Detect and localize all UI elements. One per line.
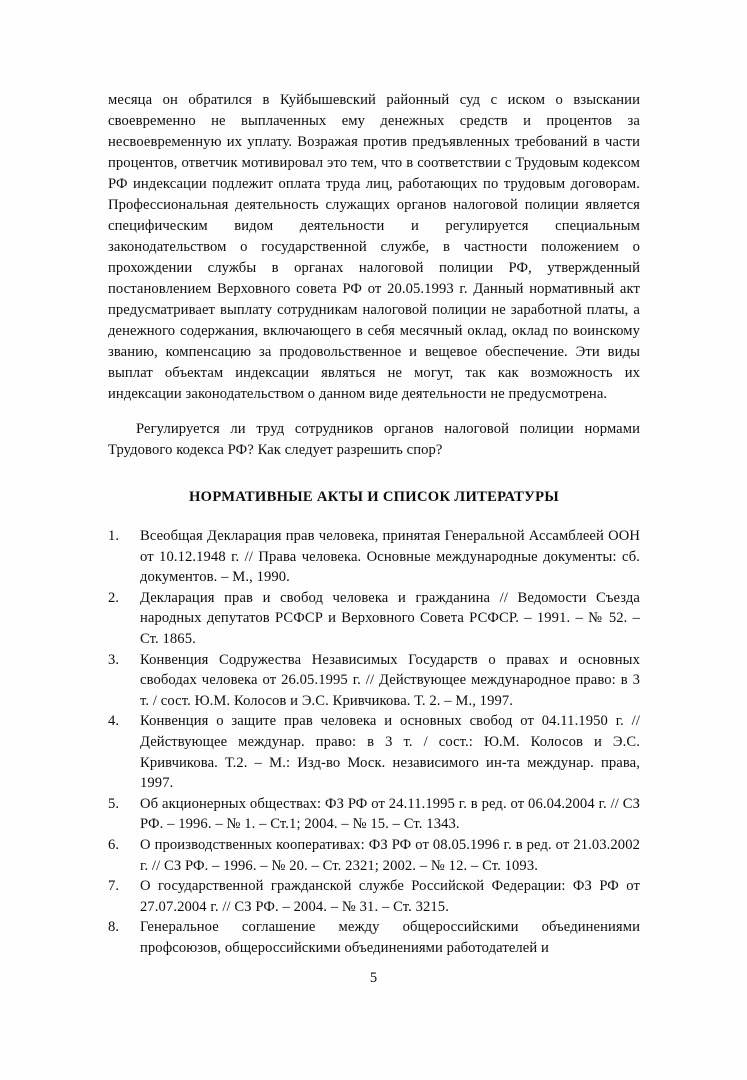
list-item-text: О производственных кооперативах: ФЗ РФ от 08.05.1996 г. в ред. от 21.03.2002 г. // СЗ РФ. – 1996. – № 20. – Ст. 2321; 2002. – № 12. – Ст. 1093. bbox=[140, 836, 640, 874]
list-item bbox=[108, 711, 640, 793]
list-item-text: Об акционерных обществах: ФЗ РФ от 24.11.1995 г. в ред. от 06.04.2004 г. // СЗ РФ. – 1996. – № 1. – Ст.1; 2004. – № 15. – Ст. 1343. bbox=[140, 795, 640, 833]
heading-spacer-top bbox=[108, 461, 640, 487]
list-item-number: 6. bbox=[108, 836, 120, 853]
list-item-number: 3. bbox=[108, 651, 120, 668]
list-item-number: 4. bbox=[108, 713, 120, 730]
list-item-text: Декларация прав и свобод человека и гражданина // Ведомости Съезда народных депутатов РСФСР и Верховного Совета РСФСР. – 1991. – № 52. – Ст. 1865. bbox=[140, 589, 640, 647]
heading-spacer-bottom bbox=[108, 508, 640, 526]
list-item bbox=[108, 526, 640, 588]
list-item-number: 1. bbox=[108, 528, 120, 544]
page-number: 5 bbox=[369, 970, 378, 986]
list-item-number: 8. bbox=[108, 919, 120, 936]
list-item-text: Генеральное соглашение между общероссийскими объединениями профсоюзов, общероссийскими объединениями работодателей и bbox=[140, 919, 640, 956]
references-list bbox=[108, 526, 640, 958]
page-content bbox=[108, 90, 640, 958]
list-item-text: О государственной гражданской службе Российской Федерации: ФЗ РФ от 27.07.2004 г. // СЗ РФ. – 2004. – № 31. – Ст. 3215. bbox=[140, 878, 640, 915]
list-item bbox=[108, 876, 640, 917]
body-paragraph-2: Регулируется ли труд сотрудников органов налоговой полиции нормами Трудового кодекса РФ? Как следует разрешить спор? bbox=[108, 421, 640, 458]
list-item bbox=[108, 650, 640, 712]
body-paragraph-1: месяца он обратился в Куйбышевский районный суд с иском о взыскании своевременно не выплаченных ему денежных средств и процентов за несвоевременную их уплату. Возражая против предъявленных требований в части процентов, ответчик мотивировал это тем, что в соответствии с Трудовым кодексом РФ индексации подлежит оплата труда лиц, работающих по трудовым договорам. Профессиональная деятельность служащих органов налоговой полиции является специфическим видом деятельности и регулируется специальным законодательством о государственной службе, в частности положением о прохождении службы в органах налоговой полиции РФ, утвержденный постановлением Верховного совета РФ от 20.05.1993 г. Данный нормативный акт предусматривает выплату сотрудникам налоговой полиции не заработной платы, а денежного содержания, включающего в себя месячный оклад, оклад по воинскому званию, компенсацию за продовольственное и вещевое обеспечение. Эти виды выплат объектам индексации являться не могут, так как возможность их индексации законодательством о данном виде деятельности не предусмотрена. bbox=[108, 92, 640, 402]
list-item-text: Конвенция о защите прав человека и основных свобод от 04.11.1950 г. // Действующее междунар. право: в 3 т. / сост.: Ю.М. Колосов и Э.С. Кривчикова. Т.2. – М.: Изд-во Моск. независимого ин-та междунар. права, 1997. bbox=[140, 713, 640, 792]
list-item-number: 2. bbox=[108, 589, 120, 606]
list-item bbox=[108, 794, 640, 835]
list-item-number: 7. bbox=[108, 878, 120, 895]
list-item-number: 5. bbox=[108, 795, 120, 812]
list-item-text: Всеобщая Декларация прав человека, принятая Генеральной Ассамблеей ООН от 10.12.1948 г. // Права человека. Основные международные документы: сб. документов. – М., 1990. bbox=[140, 528, 640, 586]
section-heading: НОРМАТИВНЫЕ АКТЫ И СПИСОК ЛИТЕРАТУРЫ bbox=[189, 489, 559, 505]
paragraph-spacer bbox=[108, 405, 640, 419]
list-item bbox=[108, 588, 640, 650]
list-item bbox=[108, 917, 640, 958]
list-item bbox=[108, 835, 640, 876]
list-item-text: Конвенция Содружества Независимых Государств о правах и основных свободах человека от 26.05.1995 г. // Действующее международное право: в 3 т. / сост. Ю.М. Колосов и Э.С. Кривчикова. Т. 2. – М., 1997. bbox=[140, 651, 640, 709]
